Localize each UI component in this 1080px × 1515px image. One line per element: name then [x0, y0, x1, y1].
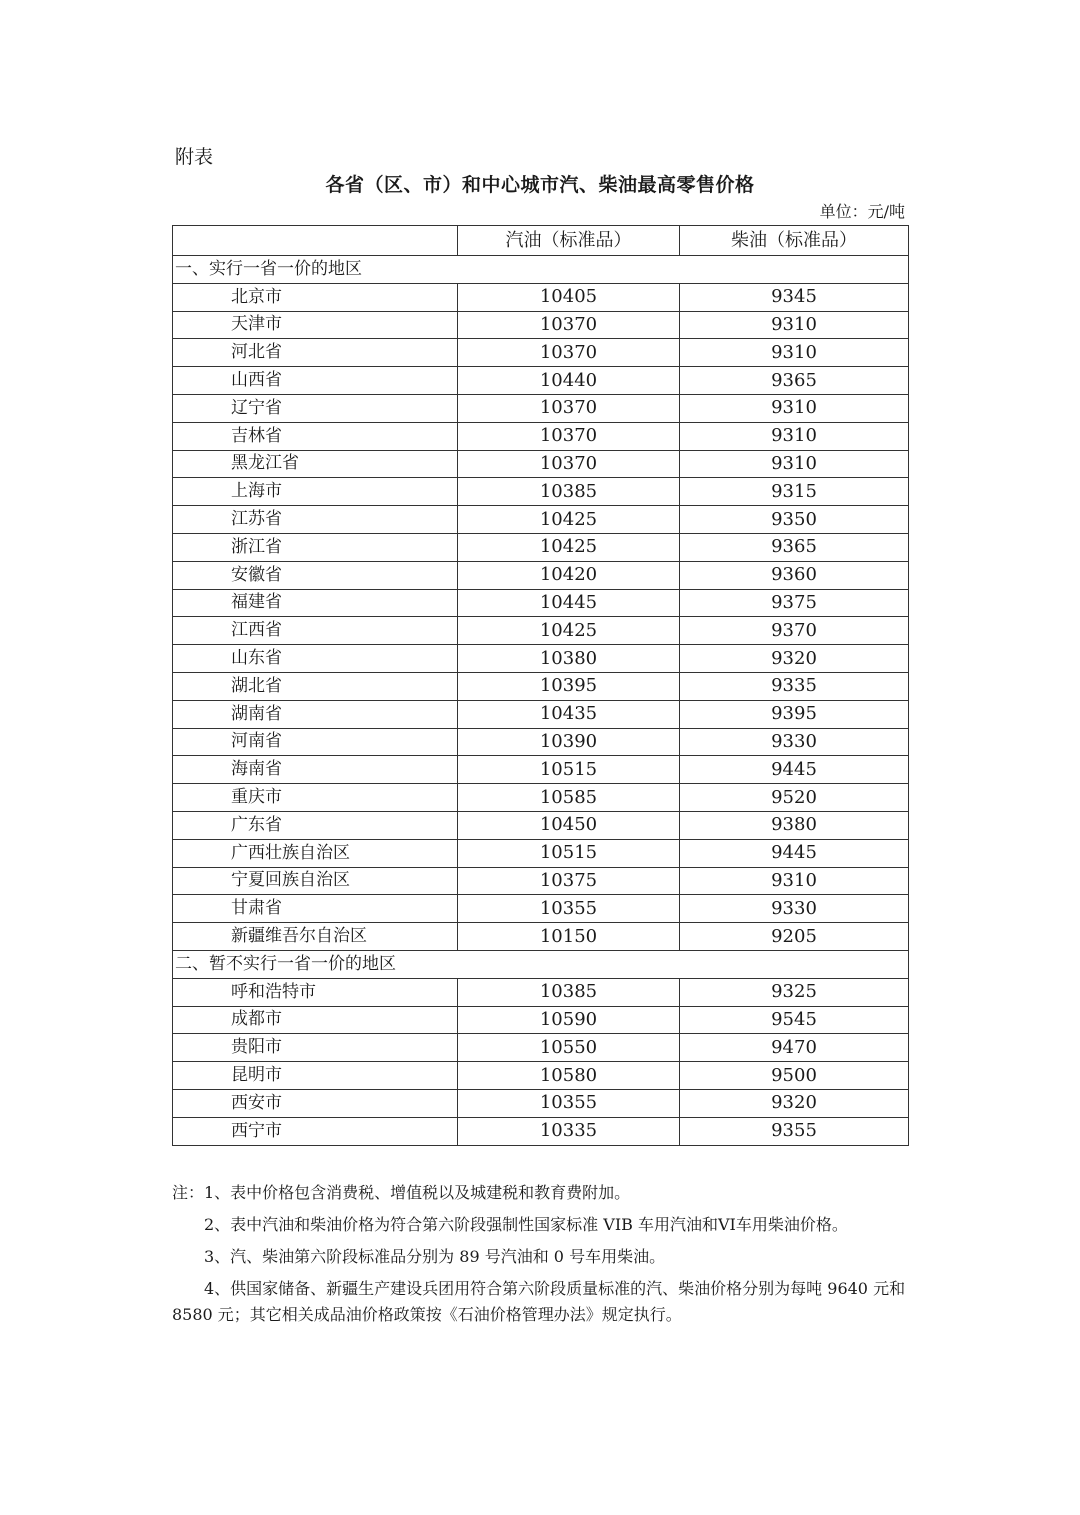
region-cell: 海南省: [173, 756, 458, 784]
table-row: [173, 784, 909, 812]
region-cell: 上海市: [173, 478, 458, 506]
gasoline-price-cell: 10355: [458, 895, 680, 923]
diesel-price-cell: 9315: [680, 478, 909, 506]
region-cell: 江苏省: [173, 506, 458, 534]
table-row: [173, 867, 909, 895]
region-cell: 福建省: [173, 589, 458, 617]
region-cell: 江西省: [173, 617, 458, 645]
region-cell: 河南省: [173, 728, 458, 756]
gasoline-price-cell: 10385: [458, 978, 680, 1006]
note-3: 3、汽、柴油第六阶段标准品分别为 89 号汽油和 0 号车用柴油。: [204, 1247, 666, 1266]
table-header-row: [173, 226, 909, 256]
region-cell: 湖南省: [173, 700, 458, 728]
gasoline-price-cell: 10390: [458, 728, 680, 756]
gasoline-price-cell: 10580: [458, 1062, 680, 1090]
region-cell: 湖北省: [173, 672, 458, 700]
diesel-price-cell: 9395: [680, 700, 909, 728]
diesel-price-cell: 9320: [680, 1089, 909, 1117]
region-cell: 西宁市: [173, 1117, 458, 1145]
table-row: [173, 1089, 909, 1117]
region-cell: 广东省: [173, 811, 458, 839]
table-row: [173, 478, 909, 506]
gasoline-price-cell: 10550: [458, 1034, 680, 1062]
diesel-price-cell: 9520: [680, 784, 909, 812]
table-row: [173, 589, 909, 617]
gasoline-price-cell: 10395: [458, 672, 680, 700]
gasoline-price-cell: 10370: [458, 422, 680, 450]
gasoline-price-cell: 10515: [458, 839, 680, 867]
gasoline-price-cell: 10425: [458, 617, 680, 645]
table-row: [173, 283, 909, 311]
note-1: 注：1、表中价格包含消费税、增值税以及城建税和教育费附加。: [172, 1183, 631, 1202]
table-row: [173, 339, 909, 367]
table-row: [173, 756, 909, 784]
region-cell: 吉林省: [173, 422, 458, 450]
table-row: [173, 450, 909, 478]
gasoline-price-cell: 10370: [458, 394, 680, 422]
region-cell: 天津市: [173, 311, 458, 339]
gasoline-price-cell: 10385: [458, 478, 680, 506]
diesel-price-cell: 9375: [680, 589, 909, 617]
unit-label: 单位：元/吨: [819, 202, 905, 221]
diesel-price-cell: 9500: [680, 1062, 909, 1090]
region-cell: 重庆市: [173, 784, 458, 812]
diesel-price-cell: 9350: [680, 506, 909, 534]
gasoline-price-cell: 10585: [458, 784, 680, 812]
table-row: [173, 311, 909, 339]
region-cell: 辽宁省: [173, 394, 458, 422]
note-4: 4、供国家储备、新疆生产建设兵团用符合第六阶段质量标准的汽、柴油价格分别为每吨 9640 元和 8580 元；其它相关成品油价格政策按《石油价格管理办法》规定执行。: [172, 1279, 906, 1324]
table-row: [173, 923, 909, 951]
table-row: [173, 811, 909, 839]
document-title: 各省（区、市）和中心城市汽、柴油最高零售价格: [325, 174, 755, 196]
gasoline-price-cell: 10515: [458, 756, 680, 784]
region-cell: 新疆维吾尔自治区: [173, 923, 458, 951]
section-row: [173, 256, 909, 284]
gasoline-price-cell: 10425: [458, 506, 680, 534]
diesel-price-cell: 9310: [680, 394, 909, 422]
region-cell: 广西壮族自治区: [173, 839, 458, 867]
table-row: [173, 617, 909, 645]
region-cell: 贵阳市: [173, 1034, 458, 1062]
section-label: 一、实行一省一价的地区: [173, 256, 909, 284]
region-cell: 成都市: [173, 1006, 458, 1034]
diesel-price-cell: 9445: [680, 756, 909, 784]
gasoline-price-cell: 10370: [458, 450, 680, 478]
region-cell: 安徽省: [173, 561, 458, 589]
table-row: [173, 367, 909, 395]
diesel-price-cell: 9365: [680, 367, 909, 395]
table-row: [173, 645, 909, 673]
region-cell: 宁夏回族自治区: [173, 867, 458, 895]
region-cell: 山东省: [173, 645, 458, 673]
gasoline-price-cell: 10405: [458, 283, 680, 311]
gasoline-price-cell: 10420: [458, 561, 680, 589]
appendix-label: 附表: [175, 146, 214, 168]
region-cell: 甘肃省: [173, 895, 458, 923]
gasoline-price-cell: 10335: [458, 1117, 680, 1145]
section-label: 二、暂不实行一省一价的地区: [173, 950, 909, 978]
diesel-price-cell: 9310: [680, 450, 909, 478]
table-row: [173, 1034, 909, 1062]
region-cell: 呼和浩特市: [173, 978, 458, 1006]
diesel-price-cell: 9335: [680, 672, 909, 700]
gasoline-price-cell: 10425: [458, 533, 680, 561]
diesel-price-cell: 9445: [680, 839, 909, 867]
table-row: [173, 422, 909, 450]
region-cell: 昆明市: [173, 1062, 458, 1090]
table-row: [173, 533, 909, 561]
diesel-price-cell: 9320: [680, 645, 909, 673]
header-region: [173, 226, 458, 256]
region-cell: 山西省: [173, 367, 458, 395]
diesel-price-cell: 9330: [680, 895, 909, 923]
diesel-price-cell: 9355: [680, 1117, 909, 1145]
gasoline-price-cell: 10375: [458, 867, 680, 895]
diesel-price-cell: 9470: [680, 1034, 909, 1062]
region-cell: 河北省: [173, 339, 458, 367]
diesel-price-cell: 9330: [680, 728, 909, 756]
note-2: 2、表中汽油和柴油价格为符合第六阶段强制性国家标准 VIB 车用汽油和VI车用柴油价格。: [204, 1215, 848, 1234]
table-row: [173, 506, 909, 534]
region-cell: 西安市: [173, 1089, 458, 1117]
table-row: [173, 561, 909, 589]
diesel-price-cell: 9325: [680, 978, 909, 1006]
table-row: [173, 728, 909, 756]
gasoline-price-cell: 10370: [458, 339, 680, 367]
table-row: [173, 1062, 909, 1090]
gasoline-price-cell: 10380: [458, 645, 680, 673]
gasoline-price-cell: 10590: [458, 1006, 680, 1034]
gasoline-price-cell: 10440: [458, 367, 680, 395]
section-row: [173, 950, 909, 978]
gasoline-price-cell: 10435: [458, 700, 680, 728]
diesel-price-cell: 9310: [680, 422, 909, 450]
region-cell: 浙江省: [173, 533, 458, 561]
diesel-price-cell: 9205: [680, 923, 909, 951]
table-row: [173, 839, 909, 867]
diesel-price-cell: 9310: [680, 867, 909, 895]
header-diesel: 柴油（标准品）: [680, 226, 909, 256]
region-cell: 北京市: [173, 283, 458, 311]
table-row: [173, 394, 909, 422]
table-row: [173, 978, 909, 1006]
gasoline-price-cell: 10445: [458, 589, 680, 617]
table-row: [173, 672, 909, 700]
diesel-price-cell: 9310: [680, 339, 909, 367]
diesel-price-cell: 9380: [680, 811, 909, 839]
region-cell: 黑龙江省: [173, 450, 458, 478]
diesel-price-cell: 9345: [680, 283, 909, 311]
gasoline-price-cell: 10450: [458, 811, 680, 839]
table-row: [173, 895, 909, 923]
table-row: [173, 1117, 909, 1145]
header-gasoline: 汽油（标准品）: [458, 226, 680, 256]
price-table: [172, 225, 909, 1146]
table-body: [173, 256, 909, 1146]
diesel-price-cell: 9310: [680, 311, 909, 339]
diesel-price-cell: 9365: [680, 533, 909, 561]
diesel-price-cell: 9545: [680, 1006, 909, 1034]
gasoline-price-cell: 10355: [458, 1089, 680, 1117]
table-row: [173, 700, 909, 728]
gasoline-price-cell: 10150: [458, 923, 680, 951]
gasoline-price-cell: 10370: [458, 311, 680, 339]
table-row: [173, 1006, 909, 1034]
diesel-price-cell: 9360: [680, 561, 909, 589]
notes: [172, 1180, 908, 1334]
diesel-price-cell: 9370: [680, 617, 909, 645]
